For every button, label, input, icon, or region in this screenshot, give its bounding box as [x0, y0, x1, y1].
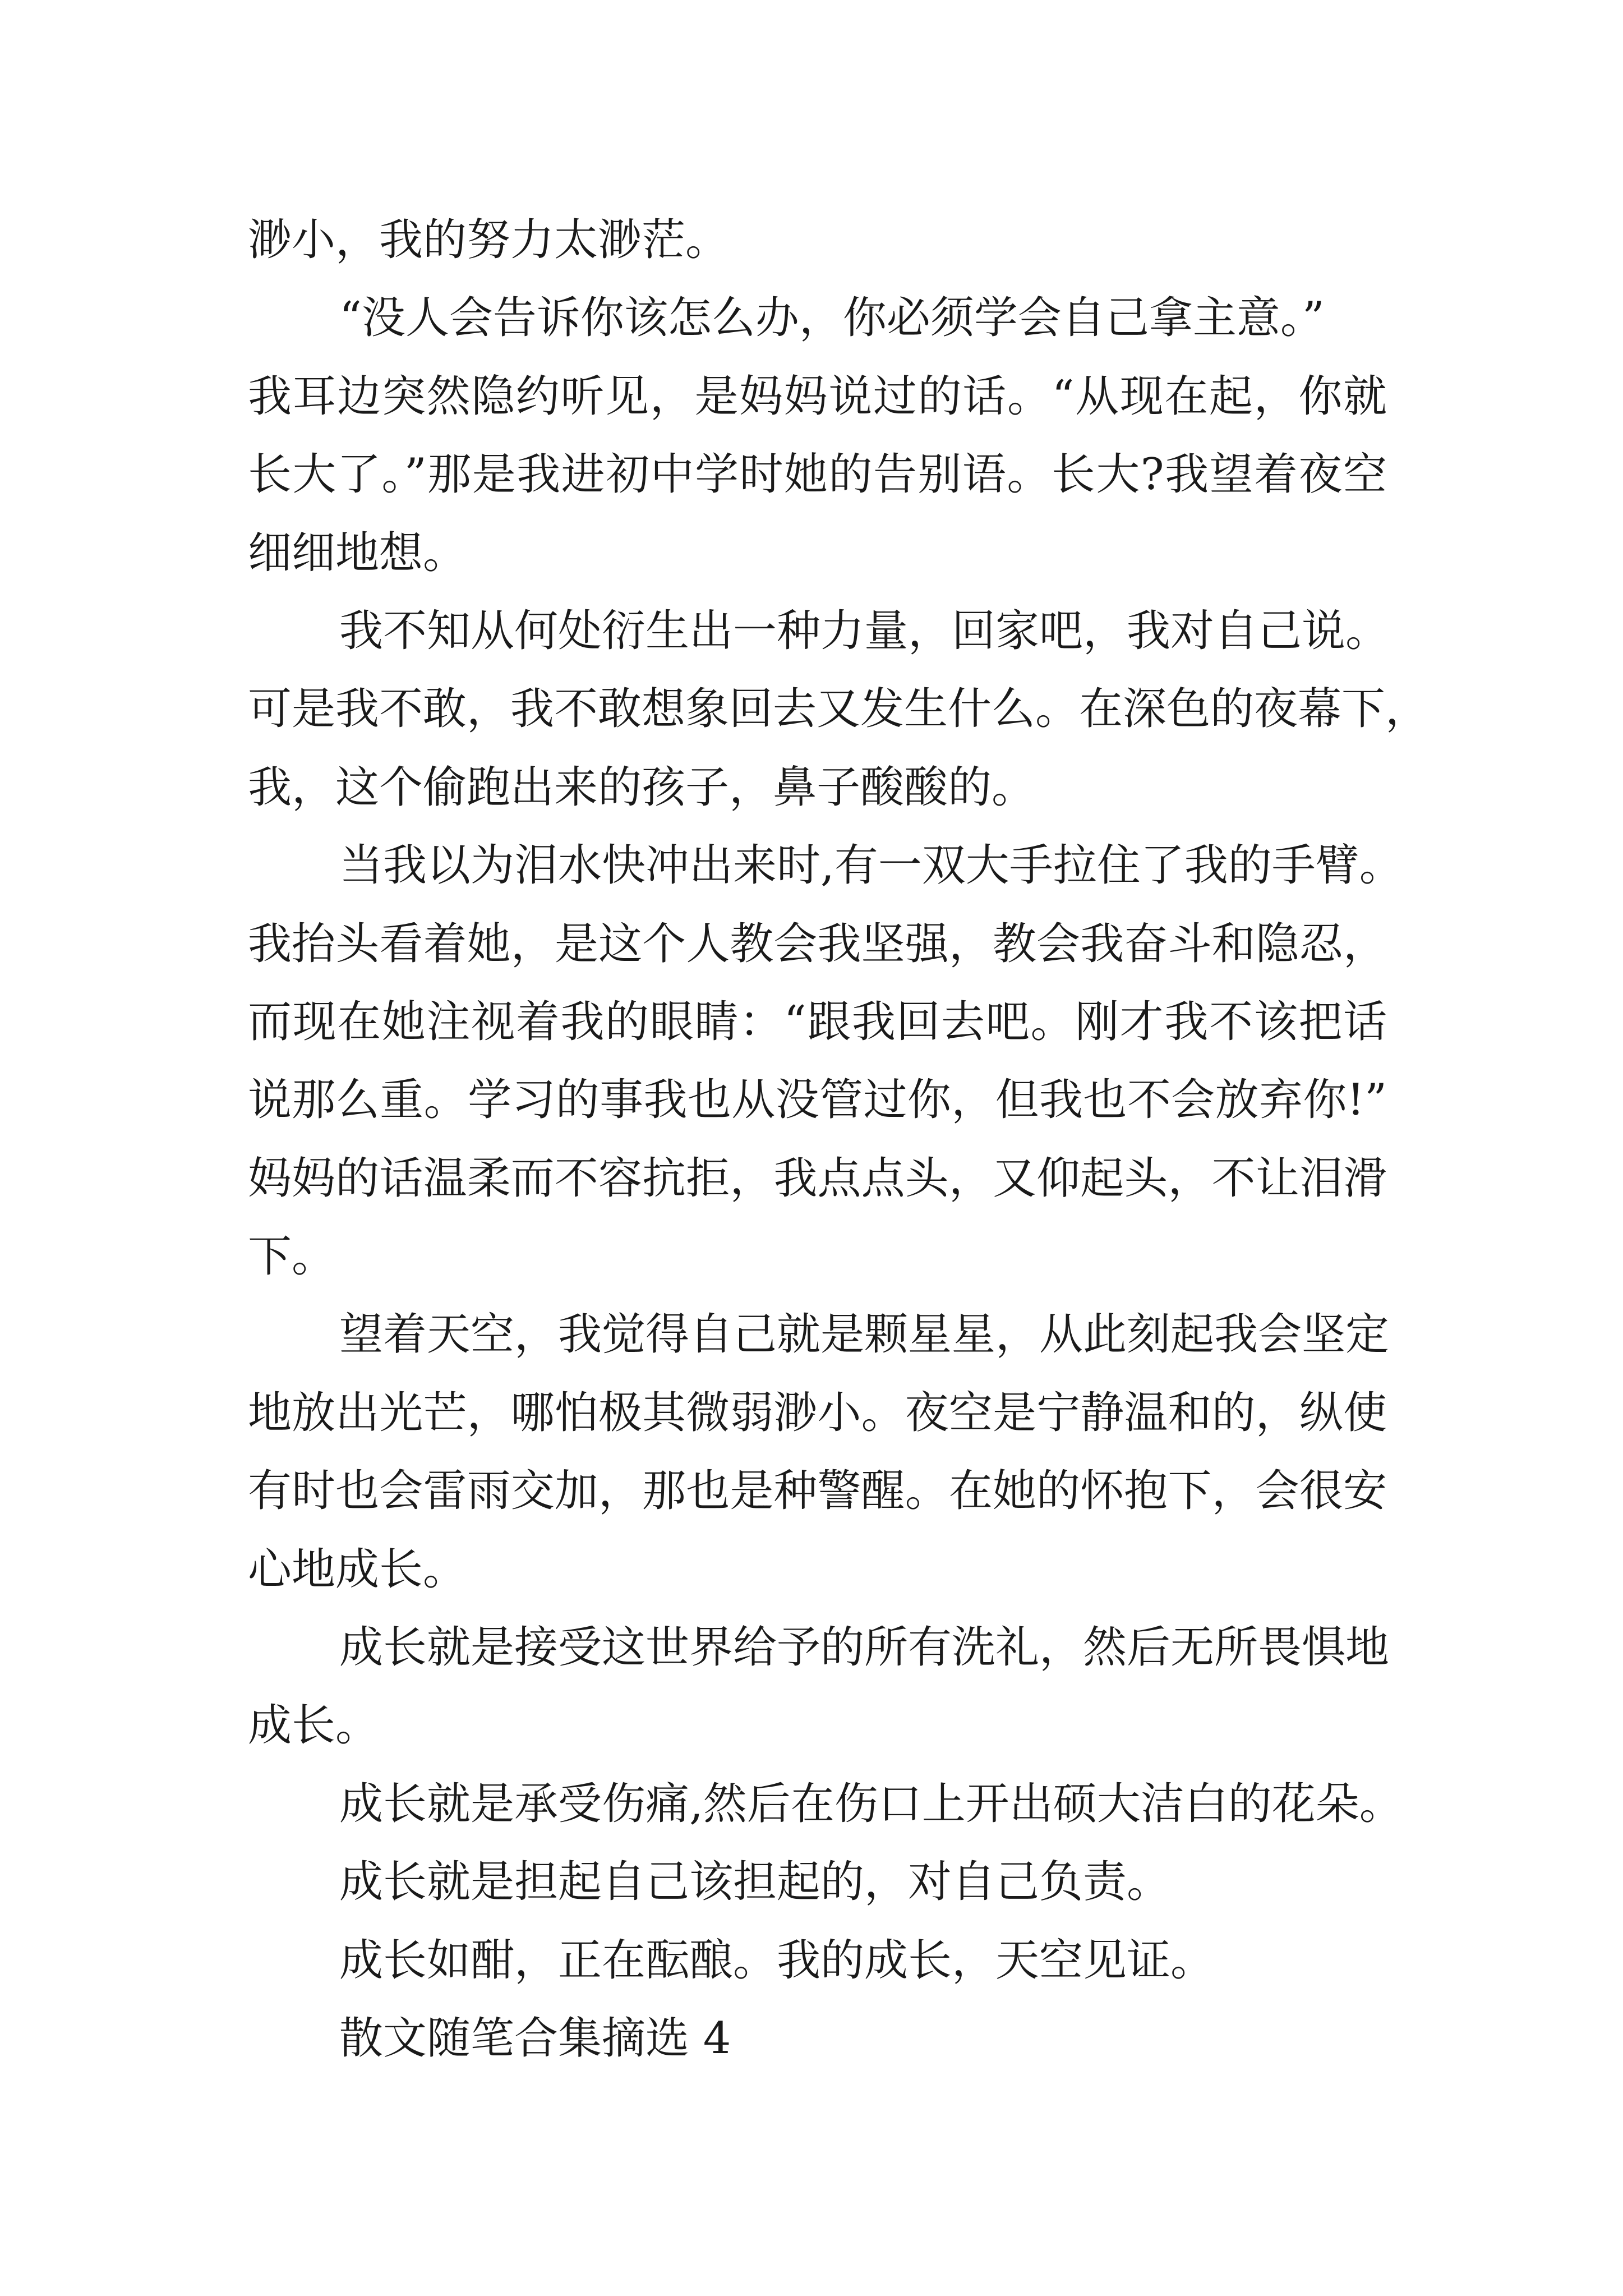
text-line: 望着天空，我觉得自己就是颗星星，从此刻起我会坚定 [339, 1309, 1390, 1360]
text-line: 地放出光芒，哪怕极其微弱渺小。夜空是宁静温和的，纵使 [248, 1387, 1387, 1438]
document-body [248, 201, 1430, 2078]
text-line: 细细地想。 [248, 527, 467, 578]
text-line: 成长就是承受伤痛,然后在伤口上开出硕大洁白的花朵。 [339, 1778, 1403, 1829]
section-title [248, 2000, 1387, 2078]
text-line: 成长如酣，正在酝酿。我的成长，天空见证。 [339, 1935, 1215, 1986]
text-line: 说那么重。学习的事我也从没管过你，但我也不会放弃你!” [248, 1075, 1387, 1126]
text-line: 而现在她注视着我的眼睛：“跟我回去吧。刚才我不该把话 [248, 996, 1387, 1047]
section-title-text: 散文随笔合集摘选 4 [339, 2013, 731, 2064]
text-line: 当我以为泪水快冲出来时,有一双大手拉住了我的手臂。 [339, 840, 1403, 891]
text-line: 我，这个偷跑出来的孩子，鼻子酸酸的。 [248, 762, 1036, 813]
paragraph [248, 201, 1387, 279]
text-line: 下。 [248, 1231, 336, 1282]
text-line: 成长就是担起自己该担起的，对自己负责。 [339, 1857, 1171, 1908]
paragraph [248, 827, 1403, 1296]
text-line: 我抬头看着她，是这个人教会我坚强，教会我奋斗和隐忍， [248, 918, 1387, 969]
text-line: 我耳边突然隐约听见，是妈妈说过的话。“从现在起，你就 [248, 371, 1387, 422]
paragraph [248, 1296, 1390, 1609]
paragraph [248, 1843, 1387, 1921]
text-line: 渺小，我的努力太渺茫。 [248, 215, 730, 265]
text-line: 成长。 [248, 1700, 380, 1751]
text-line: “没人会告诉你该怎么办，你必须学会自己拿主意。” [339, 293, 1325, 344]
paragraph [248, 1922, 1387, 2000]
text-line: 长大了。”那是我进初中学时她的告别语。长大?我望着夜空 [248, 449, 1387, 500]
paragraph [248, 1609, 1390, 1765]
text-line: 妈妈的话温柔而不容抗拒，我点点头，又仰起头，不让泪滑 [248, 1153, 1387, 1204]
text-line: 成长就是接受这世界给予的所有洗礼，然后无所畏惧地 [339, 1622, 1390, 1673]
paragraph [248, 592, 1430, 827]
text-line: 有时也会雷雨交加，那也是种警醒。在她的怀抱下，会很安 [248, 1466, 1387, 1517]
paragraph [248, 279, 1387, 592]
text-line: 可是我不敢，我不敢想象回去又发生什么。在深色的夜幕下， [248, 684, 1430, 735]
text-line: 我不知从何处衍生出一种力量，回家吧，我对自己说。 [339, 605, 1390, 656]
text-line: 心地成长。 [248, 1544, 467, 1595]
paragraph [248, 1765, 1403, 1843]
